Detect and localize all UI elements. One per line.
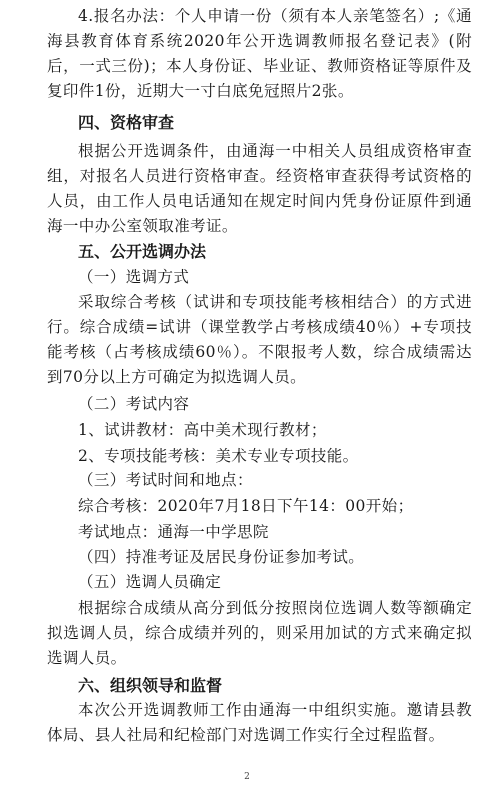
subheading-id-requirement: （四）持准考证及居民身份证参加考试。	[78, 548, 365, 566]
list-item-skill-assessment: 2、专项技能考核：美术专业专项技能。	[78, 447, 359, 465]
subheading-selection-mode: （一）选调方式	[78, 268, 190, 286]
subheading-exam-time-place: （三）考试时间和地点：	[78, 471, 253, 489]
paragraph-qualification-review: 根据公开选调条件，由通海一中相关人员组成资格审查组，对报名人员进行资格审查。经资格审查获得考试资格的人员，由工作人员电话通知在规定时间内凭身份证原件到通海一中办公室领取准考证。	[47, 142, 472, 235]
heading-qualification-review: 四、资格审查	[78, 113, 175, 132]
list-item-lecture-material: 1、试讲教材：高中美术现行教材；	[78, 421, 327, 439]
heading-organization-supervision: 六、组织领导和监督	[78, 676, 223, 695]
exam-place: 考试地点：通海一中学思院	[78, 523, 269, 541]
paragraph-registration-method: 4.报名办法：个人申请一份（须有本人亲笔签名）;《通海县教育体育系统2020年公开选调教师报名登记表》(附后，一式三份)；本人身份证、毕业证、教师资格证等原件及复印件1份，近期大一寸白底免冠照片2张。	[47, 7, 472, 100]
heading-selection-method: 五、公开选调办法	[78, 242, 207, 261]
paragraph-candidate-confirmation: 根据综合成绩从高分到低分按照岗位选调人数等额确定拟选调人员，综合成绩并列的，则采用加试的方式来确定拟选调人员。	[47, 599, 472, 667]
subheading-candidate-confirmation: （五）选调人员确定	[78, 573, 222, 591]
exam-time: 综合考核：2020年7月18日下午14：00开始；	[78, 497, 414, 515]
paragraph-organization-supervision: 本次公开选调教师工作由通海一中组织实施。邀请县教体局、县人社局和纪检部门对选调工作实行全过程监督。	[47, 701, 472, 744]
page-number: 2	[244, 772, 250, 782]
paragraph-selection-mode: 采取综合考核（试讲和专项技能考核相结合）的方式进行。综合成绩=试讲（课堂教学占考核成绩40％）+专项技能考核（占考核成绩60％）。不限报考人数，综合成绩需达到70分以上方可确定为拟选调人员。	[47, 293, 472, 386]
subheading-exam-content: （二）考试内容	[78, 395, 190, 413]
